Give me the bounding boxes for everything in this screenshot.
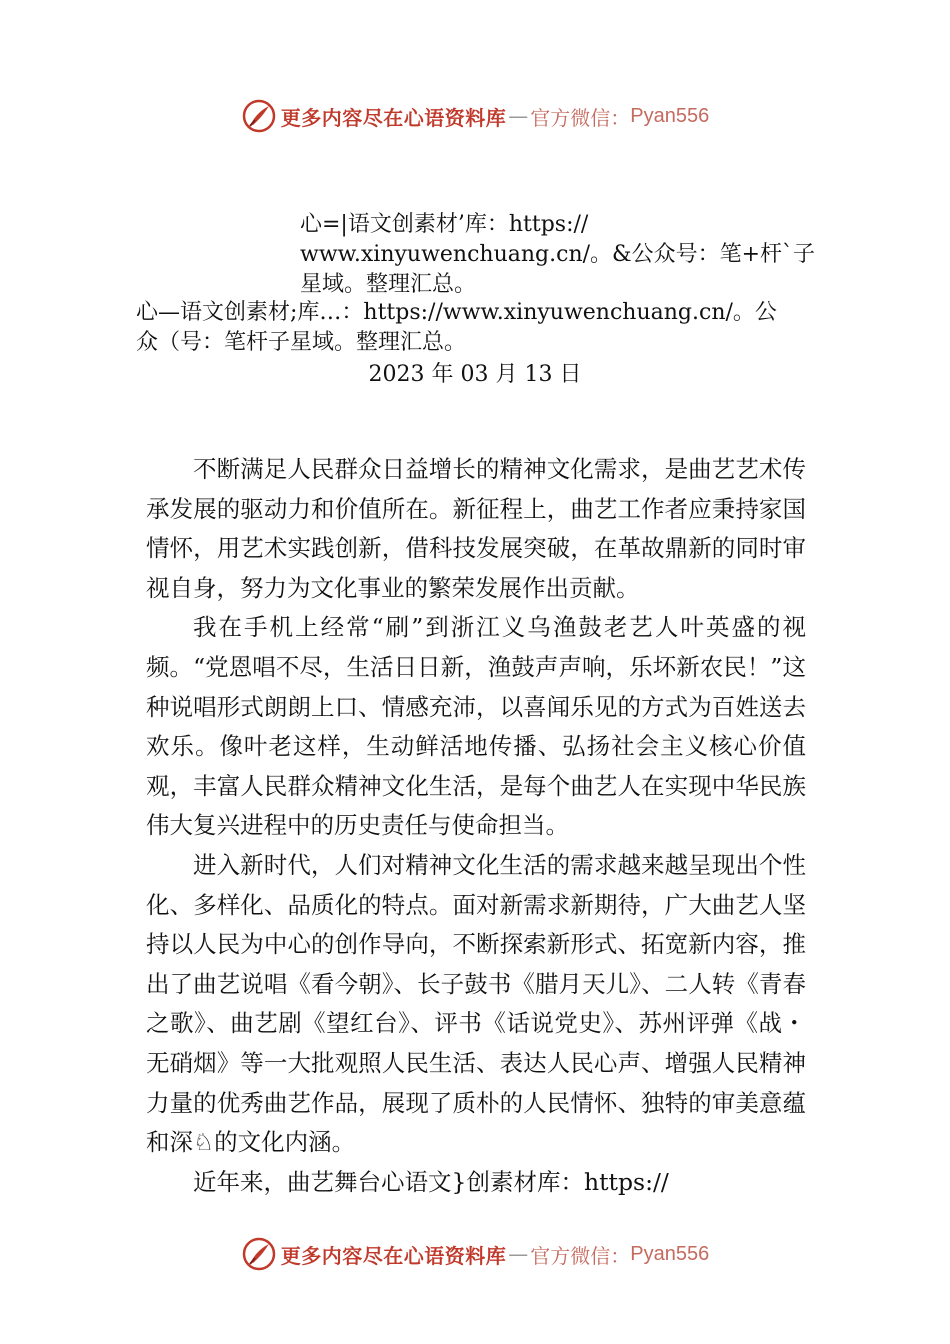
body-paragraph: 近年来，曲艺舞台心语文}创素材库：https://	[193, 1167, 669, 1196]
banner-wechat-label: 官方微信：	[530, 1243, 631, 1268]
quill-logo-icon	[241, 98, 277, 134]
banner-wechat-label: 官方微信：	[530, 105, 631, 130]
quill-logo-icon	[241, 1236, 277, 1272]
watermark-block-2	[136, 298, 836, 358]
document-date: 2023 年 03 月 13 日	[368, 362, 582, 387]
header-banner	[0, 96, 950, 136]
footer-banner	[0, 1234, 950, 1274]
banner-wechat-id: Pyan556	[630, 104, 710, 127]
banner-separator: —	[508, 104, 529, 128]
article-body	[146, 450, 806, 1202]
watermark-block-1	[300, 210, 840, 300]
watermark-line: 众（号：笔杆子星域。整理汇总。	[136, 330, 467, 355]
body-paragraph: 进入新时代，人们对精神文化生活的需求越来越呈现出个性化、多样化、品质化的特点。面对新需求新期待，广大曲艺人坚持以人民为中心的创作导向，不断探索新形式、拓宽新内容，推出了曲艺说唱《看今朝》、长子鼓书《腊月天儿》、二人转《青春之歌》、曲艺剧《望红台》、评书《话说党史》、苏州评弹《战・无硝烟》等一大批观照人民生活、表达人民心声、增强人民精神力量的优秀曲艺作品，展现了质朴的人民情怀、独特的审美意蕴和深♘的文化内涵。	[146, 850, 806, 1157]
banner-title: 更多内容尽在心语资料库	[280, 1243, 507, 1268]
watermark-line: 星域。整理汇总。	[300, 272, 477, 297]
body-paragraph: 我在手机上经常“刷”到浙江义乌渔鼓老艺人叶英盛的视频。“党恩唱不尽，生活日日新，渔鼓声声响，乐坏新农民！”这种说唱形式朗朗上口、情感充沛，以喜闻乐见的方式为百姓送去欢乐。像叶老这样，生动鲜活地传播、弘扬社会主义核心价值观，丰富人民群众精神文化生活，是每个曲艺人在实现中华民族伟大复兴进程中的历史责任与使命担当。	[146, 613, 806, 840]
banner-title: 更多内容尽在心语资料库	[280, 105, 507, 130]
watermark-line: 心—语文创素材;库…：https://www.xinyuwenchuang.cn/。公	[136, 300, 777, 325]
watermark-line: 心=|语文创素材’库：https://	[300, 212, 589, 237]
body-paragraph: 不断满足人民群众日益增长的精神文化需求，是曲艺艺术传承发展的驱动力和价值所在。新征程上，曲艺工作者应秉持家国情怀，用艺术实践创新，借科技发展突破，在革故鼎新的同时审视自身，努力为文化事业的繁荣发展作出贡献。	[146, 455, 806, 602]
watermark-line: www.xinyuwenchuang.cn/。&公众号：笔+杆`子	[300, 242, 816, 267]
banner-separator: —	[508, 1242, 529, 1266]
banner-wechat-id: Pyan556	[630, 1242, 710, 1265]
